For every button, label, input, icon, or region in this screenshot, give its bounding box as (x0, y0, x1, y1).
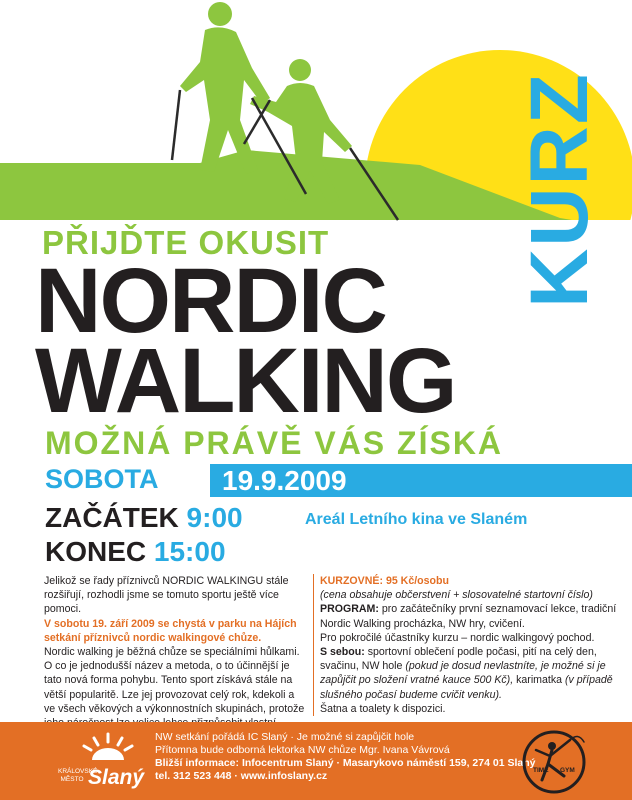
end-label: KONEC (45, 536, 147, 567)
column-divider (313, 574, 314, 716)
fee-line (320, 574, 620, 588)
bring-note-2: (v případě slušného počasí budeme cvičit venku). (320, 674, 613, 701)
bring-text-2: karimatka (516, 674, 563, 687)
intro-paragraph: Jelikož se řady příznivců NORDIC WALKINGU stále rozšiřují, rozhodli jsme se tomuto sportu ještě více pomoci. (44, 575, 289, 616)
title-walking: WALKING (35, 330, 456, 432)
program-text: pro začátečníky první seznamovací lekce, tradiční Nordic Walking procházka, NW hry, cvičení. (320, 603, 617, 630)
gym-logo-text-right: GYM (560, 767, 575, 774)
facilities-line: Šatna a toalety k dispozici. (320, 702, 446, 715)
description-column (44, 574, 308, 744)
bring-line (320, 645, 620, 702)
event-location: Areál Letního kina ve Slaném (305, 511, 528, 528)
bring-note: (pokud je dosud nevlastníte, je možné si je zapůjčit po složení vratné kauce 500 Kč), (320, 660, 606, 687)
time-gym-logo (518, 724, 590, 798)
gym-logo-ring (524, 732, 584, 792)
end-row (45, 536, 226, 568)
details-column (320, 574, 620, 716)
advanced-line: Pro pokročilé účastníky kurzu – nordic walkingový pochod. (320, 631, 595, 644)
event-date: 19.9.2009 (222, 465, 347, 496)
footer-line-3: Bližší informace: Infocentrum Slaný · Masarykovo náměstí 159, 274 01 Slaný (155, 757, 536, 769)
highlight-paragraph: V sobotu 19. září 2009 se chystá v parku na Hájích setkání příznivců nordic walkingové chůze. (44, 617, 297, 644)
event-date-bar (210, 464, 632, 497)
sun-rays-icon (78, 730, 138, 764)
slany-logo (50, 730, 145, 794)
event-day: SOBOTA (45, 464, 159, 494)
fee-note: (cena obsahuje občerstvení + slosovatelné startovní číslo) (320, 589, 593, 602)
walker-silhouette-front (180, 2, 270, 174)
course-label-text: KURZ (514, 72, 605, 308)
tagline: PŘIJĎTE OKUSIT (42, 224, 330, 261)
logo-name: Slaný (88, 766, 145, 789)
start-label: ZAČÁTEK (45, 502, 179, 533)
subheadline: MOŽNÁ PRÁVĚ VÁS ZÍSKÁ (45, 425, 504, 461)
fee-value: 95 Kč/osobu (385, 575, 449, 587)
program-line (320, 602, 620, 630)
footer-line-1: NW setkání pořádá IC Slaný · Je možné si zapůjčit hole (155, 731, 415, 743)
fee-label: KURZOVNÉ: (320, 575, 383, 587)
footer-line-2: Přítomna bude odborná lektorka NW chůze Mgr. Ivana Vávrová (155, 744, 450, 756)
bring-label: S sebou: (320, 646, 365, 659)
logo-subtitle: KRÁLOVSKÉ MĚSTO (58, 768, 98, 783)
title-nordic: NORDIC (35, 250, 386, 352)
footer-info (155, 731, 536, 783)
start-time: 9:00 (186, 502, 243, 533)
end-time: 15:00 (153, 536, 226, 567)
start-row (45, 502, 243, 534)
program-label: PROGRAM: (320, 603, 379, 616)
course-label (514, 45, 605, 335)
body-paragraph: Nordic walking je běžná chůze se speciálními hůlkami. O co je jednodušší název a metoda, o to účinnější je tato nová forma pohybu. Tento sport získává stále na větší popularitě. Lze jej provozovat celý rok, kdekoli a ve všech věkových a výkonnostních skupinách, protože (44, 646, 305, 715)
gym-logo-text-left: TIME (533, 767, 549, 774)
bring-text: sportovní oblečení podle počasi, pití na celý den, svačinu, NW hole (320, 646, 597, 673)
footer-line-4: tel. 312 523 448 · www.infoslany.cz (155, 770, 328, 782)
